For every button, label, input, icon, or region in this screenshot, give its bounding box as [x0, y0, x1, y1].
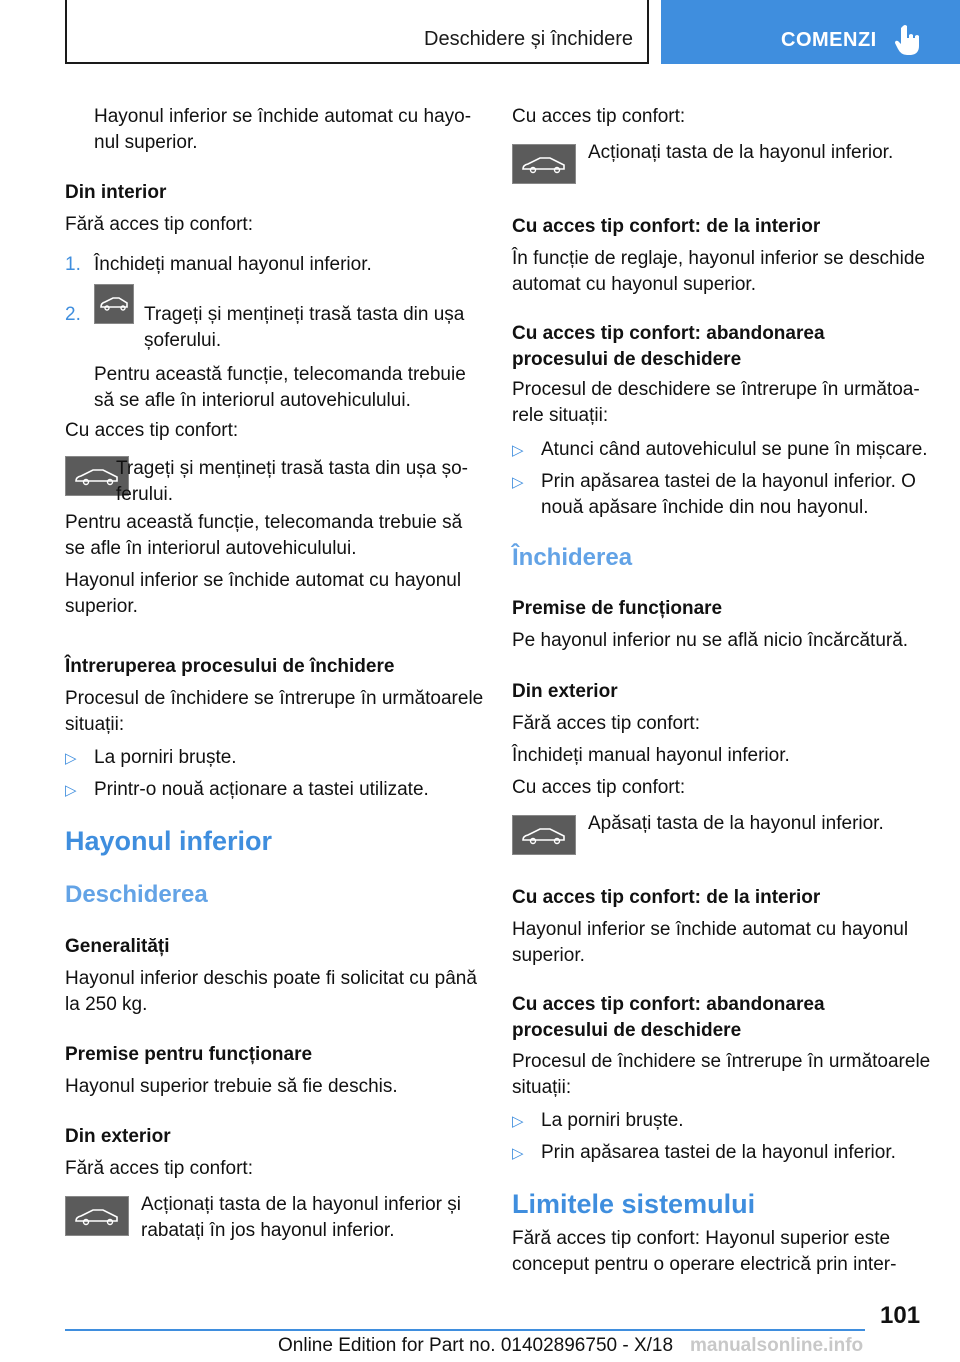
car-tailgate-icon	[512, 815, 576, 855]
paragraph: Cu acces tip confort:	[512, 777, 686, 798]
bullet-text: La porniri bruște.	[94, 747, 237, 768]
watermark: manualsonline.info	[690, 1335, 864, 1356]
heading-limitele: Limitele sistemului	[512, 1189, 756, 1219]
heading-hayonul-inferior: Hayonul inferior	[65, 826, 273, 856]
section-header	[65, 0, 649, 64]
triangle-bullet-icon: ▷	[512, 442, 524, 459]
subheading-din-exterior: Din exterior	[512, 681, 618, 702]
footer-divider	[65, 1329, 865, 1331]
heading-deschiderea: Deschiderea	[65, 881, 208, 908]
subheading-intrerupere: Întreruperea procesului de închidere	[65, 656, 395, 677]
list-item	[512, 1140, 932, 1166]
paragraph: Hayonul inferior se închide automat cu hayonul superior.	[65, 570, 462, 617]
paragraph: Procesul de închidere se întrerupe în următoarele situații:	[512, 1051, 931, 1098]
paragraph: Cu acces tip confort:	[65, 420, 239, 441]
list-item	[512, 437, 932, 463]
paragraph: Acționați tasta de la hayonul inferior și rabatați în jos hayonul inferior.	[141, 1194, 462, 1241]
paragraph: Pentru această funcție, telecomanda trebuie să se afle în interiorul autovehiculului.	[65, 512, 463, 559]
step-number: 1.	[65, 254, 81, 275]
triangle-bullet-icon: ▷	[65, 782, 77, 799]
bullet-text: La porniri bruște.	[541, 1110, 684, 1131]
heading-inchiderea: Închiderea	[512, 544, 633, 571]
list-item	[65, 302, 485, 354]
paragraph: Hayonul inferior se închide automat cu hayo-nul superior.	[94, 106, 472, 153]
car-tailgate-icon	[65, 1196, 129, 1236]
paragraph: Procesul de închidere se întrerupe în următoarele situații:	[65, 688, 484, 735]
subheading-interior: Cu acces tip confort: de la interior	[512, 887, 821, 908]
chapter-tab-label: COMENZI	[781, 29, 877, 51]
triangle-bullet-icon: ▷	[512, 1113, 524, 1130]
subheading-abandon: Cu acces tip confort: abandonarea procesului de deschidere	[512, 323, 825, 370]
list-item	[65, 252, 485, 278]
paragraph: Fără acces tip confort:	[65, 1158, 253, 1179]
step-text: Trageți și mențineți trasă tasta din ușa șoferului.	[144, 304, 465, 351]
pointing-hand-icon	[895, 24, 923, 56]
page-number: 101	[880, 1302, 921, 1329]
triangle-bullet-icon: ▷	[512, 1145, 524, 1162]
subheading-premise: Premise pentru funcționare	[65, 1044, 313, 1065]
subheading-premise: Premise de funcționare	[512, 598, 723, 619]
paragraph: Hayonul inferior deschis poate fi solicitat cu până la 250 kg.	[65, 968, 477, 1015]
bullet-text: Atunci când autovehiculul se pune în mișcare.	[541, 439, 928, 460]
subheading-interior: Cu acces tip confort: de la interior	[512, 216, 821, 237]
paragraph: Apăsați tasta de la hayonul inferior.	[588, 813, 884, 834]
subheading-abandon: Cu acces tip confort: abandonarea procesului de deschidere	[512, 994, 825, 1041]
paragraph: Pe hayonul inferior nu se află nicio încărcătură.	[512, 630, 909, 651]
subheading-din-interior: Din interior	[65, 182, 167, 203]
step-text: Închideți manual hayonul inferior.	[94, 254, 372, 275]
step-note: Pentru această funcție, telecomanda trebuie să se afle în interiorul autovehiculului.	[94, 364, 466, 411]
paragraph: Fără acces tip confort:	[65, 214, 253, 235]
bullet-text: Prin apăsarea tastei de la hayonul inferior.	[541, 1142, 896, 1163]
car-tailgate-icon	[512, 144, 576, 184]
list-item	[512, 1108, 932, 1134]
paragraph: Fără acces tip confort: Hayonul superior este conceput pentru o operare electrică prin inter-	[512, 1228, 897, 1275]
step-number: 2.	[65, 304, 81, 325]
list-item	[65, 745, 485, 771]
section-title: Deschidere și închidere	[424, 28, 633, 50]
paragraph: Închideți manual hayonul inferior.	[512, 745, 790, 766]
edition-text: Online Edition for Part no. 01402896750 - X/18	[278, 1335, 674, 1356]
paragraph: În funcție de reglaje, hayonul inferior se deschide automat cu hayonul superior.	[512, 248, 925, 295]
bullet-text: Printr-o nouă acționare a tastei utilizate.	[94, 779, 429, 800]
subheading-din-exterior: Din exterior	[65, 1126, 171, 1147]
paragraph: Hayonul inferior se închide automat cu hayonul superior.	[512, 919, 909, 966]
paragraph: Acționați tasta de la hayonul inferior.	[588, 142, 894, 163]
paragraph: Fără acces tip confort:	[512, 713, 700, 734]
bullet-text: Prin apăsarea tastei de la hayonul inferior. O nouă apăsare închide din nou hayonul.	[541, 471, 916, 518]
triangle-bullet-icon: ▷	[65, 750, 77, 767]
car-tailgate-icon	[94, 284, 134, 324]
list-item	[512, 469, 932, 521]
triangle-bullet-icon: ▷	[512, 474, 524, 491]
list-item	[65, 777, 485, 803]
subheading-generalitati: Generalități	[65, 936, 170, 957]
paragraph: Procesul de deschidere se întrerupe în următoa-rele situații:	[512, 379, 920, 426]
paragraph: Trageți și mențineți trasă tasta din ușa șo-ferului.	[116, 458, 469, 505]
paragraph: Cu acces tip confort:	[512, 106, 686, 127]
paragraph: Hayonul superior trebuie să fie deschis.	[65, 1076, 398, 1097]
